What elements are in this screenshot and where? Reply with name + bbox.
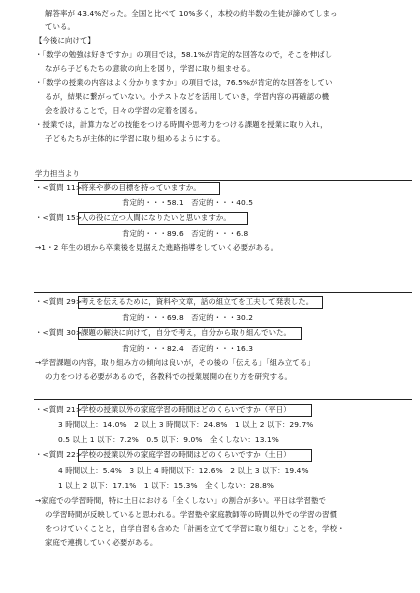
question-number: ・<質問 30> <box>35 328 83 337</box>
future-bullet: ・授業では，計算力などの技能をつける時間や思考力をつける課題を授業に取り入れ， <box>35 120 328 129</box>
question-result: 肯定的・・・89.6 否定的・・・6.8 <box>122 229 249 238</box>
analysis-note: →1・2 年生の頃から卒業後を見据えた進路指導をしていく必要がある。 <box>35 243 279 252</box>
study-time-row: 3 時間以上：14.0% 2 以上 3 時間以下：24.8% 1 以上 2 以下：29.7% <box>58 420 314 429</box>
future-bullet: ・「数学の勉強は好きですか」の項目では，58.1%が肯定的な回答なので，そこを伸ばし <box>35 50 333 59</box>
analysis-note: をつけていくことと，自学自習も含めた「計画を立てて学習に取り組む」ことを，学校・ <box>45 524 345 533</box>
question-result: 肯定的・・・69.8 否定的・・・30.2 <box>122 313 254 322</box>
future-bullet: 会を設けることで，日々の学習の定着を図る。 <box>45 106 203 115</box>
intro-line: 解答率が 43.4%だった。全国と比べて 10%多く，本校の約半数の生徒が諦めてしまっ <box>45 9 338 18</box>
question-result: 肯定的・・・82.4 否定的・・・16.3 <box>122 344 254 353</box>
study-time-row: 1 以上 2 以下：17.1% 1 以下：15.3% 全くしない：28.8% <box>58 481 274 490</box>
question-text: 課題の解決に向けて，自分で考え，自分から取り組んでいた。 <box>81 328 292 337</box>
question-number: ・<質問 15> <box>35 213 83 222</box>
analysis-note: →学習課題の内容，取り組み方の傾向は良いが，その後の「伝える」「組み立てる」 <box>35 358 315 367</box>
question-number: ・<質問 21> <box>35 405 83 414</box>
section-title: 学力担当より <box>35 169 80 178</box>
future-bullet: ながら子どもたちの意欲の向上を図り，学習に取り組ませる。 <box>45 64 255 73</box>
question-text: 学校の授業以外の家庭学習の時間はどのくらいですか（土日） <box>81 450 291 459</box>
future-heading: 【今後に向けて】 <box>35 36 95 45</box>
analysis-note: の学習時間が反映していると思われる。学習塾や家庭教師等の時間以外での学習の習慣 <box>45 510 338 519</box>
question-result: 肯定的・・・58.1 否定的・・・40.5 <box>122 198 254 207</box>
intro-line: ている。 <box>45 22 75 31</box>
study-time-row: 4 時間以上：5.4% 3 以上 4 時間以下：12.6% 2 以上 3 以下：19.4% <box>58 466 309 475</box>
block-divider <box>34 292 412 293</box>
future-bullet: 子どもたちが主体的に学習に取り組めるようにする。 <box>45 134 225 143</box>
question-text: 学校の授業以外の家庭学習の時間はどのくらいですか（平日） <box>81 405 291 414</box>
study-time-row: 0.5 以上 1 以下：7.2% 0.5 以下：9.0% 全くしない：13.1% <box>58 435 279 444</box>
question-number: ・<質問 29> <box>35 297 83 306</box>
future-bullet: ・「数学の授業の内容はよく分かりますか」の項目では，76.5%が肯定的な回答をしてい <box>35 78 333 87</box>
future-bullet: るが，結果に繋がっていない。小テストなどを活用していき，学習内容の再確認の機 <box>45 92 330 101</box>
question-number: ・<質問 11> <box>35 183 83 192</box>
analysis-note: →家庭での学習時間，特に土日における「全くしない」の割合が多い。平日は学習塾で <box>35 496 326 505</box>
question-text: 考えを伝えるために，資料や文章，話の組立てを工夫して発表した。 <box>81 297 314 306</box>
question-text: 将来や夢の目標を持っていますか。 <box>81 183 201 192</box>
question-text: 人の役に立つ人間になりたいと思いますか。 <box>81 213 231 222</box>
question-number: ・<質問 22> <box>35 450 83 459</box>
block-divider <box>34 399 412 400</box>
analysis-note: の力をつける必要があるので，各教科での授業展開の在り方を研究する。 <box>45 372 293 381</box>
analysis-note: 家庭で連携していく必要がある。 <box>45 538 158 547</box>
section-underline <box>34 180 412 181</box>
